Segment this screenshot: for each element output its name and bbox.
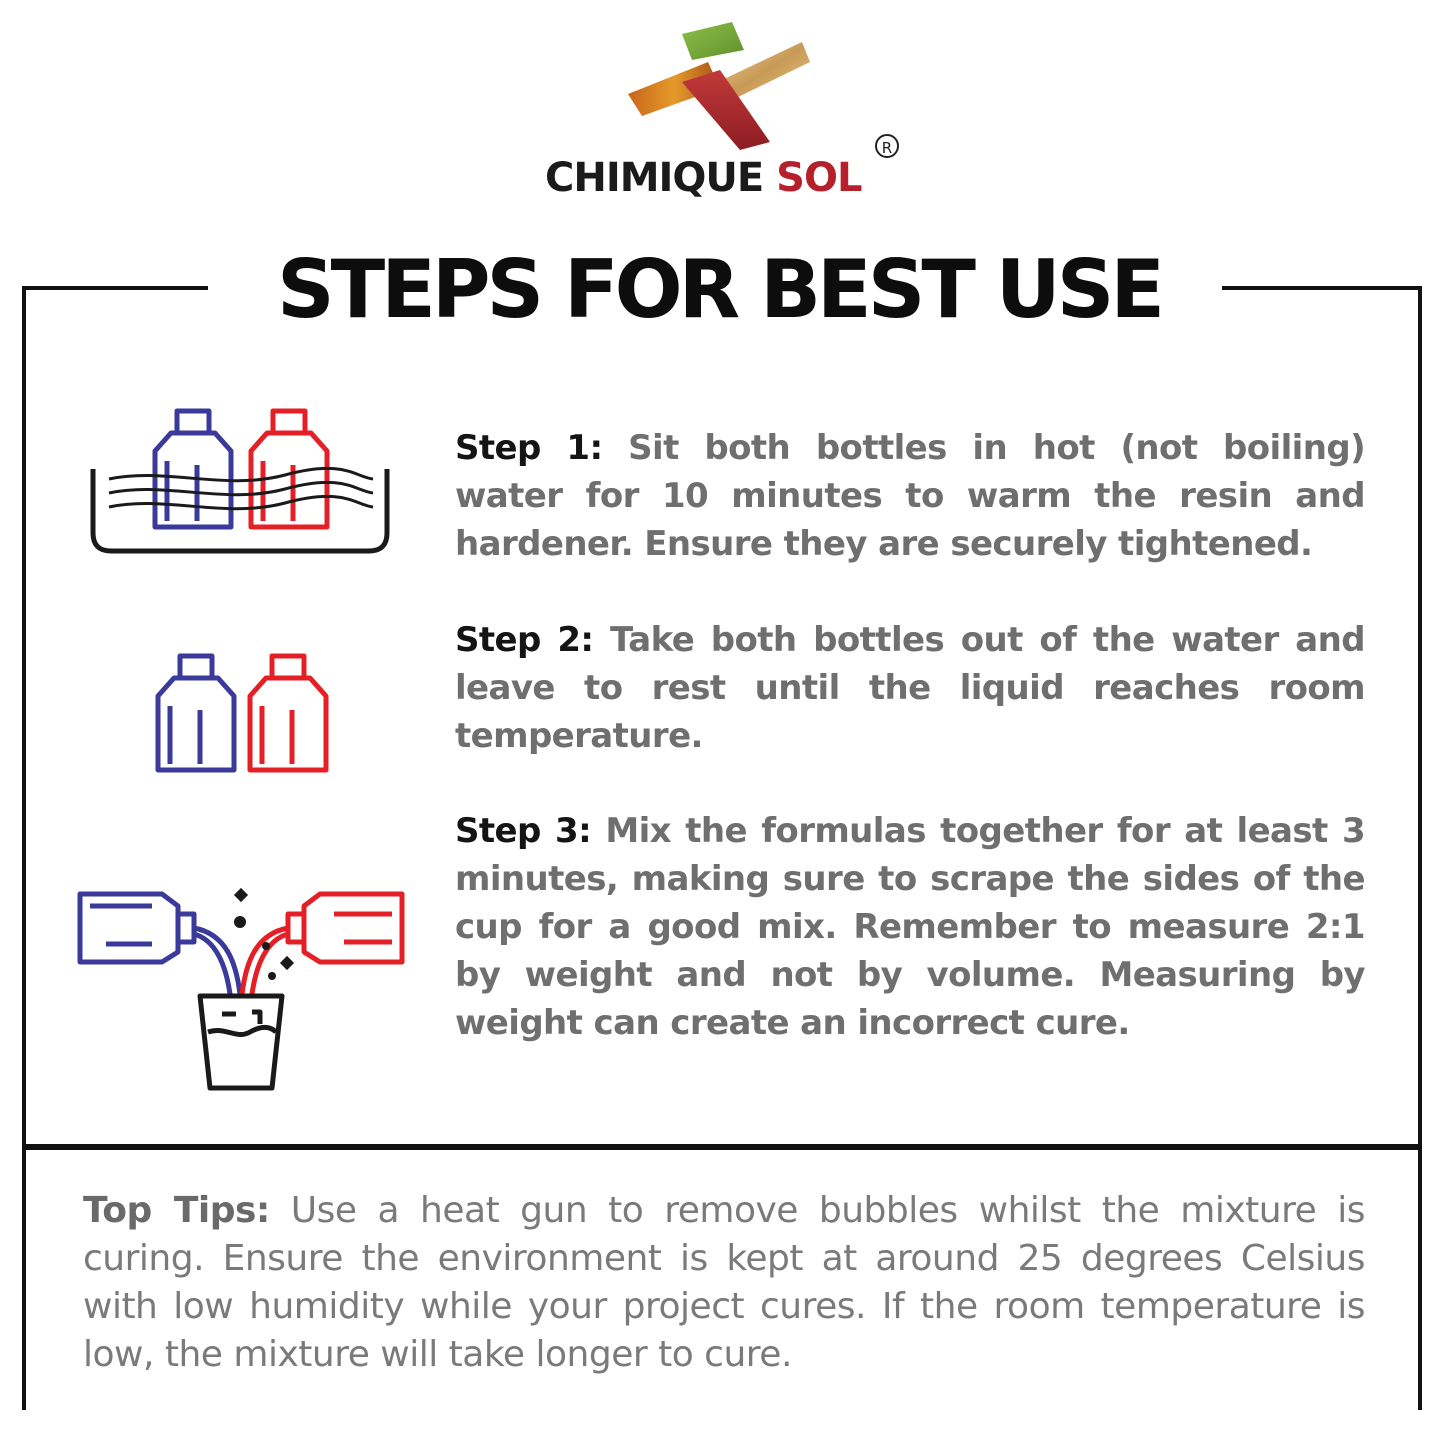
step-3 (455, 807, 1365, 1047)
two-bottles-icon (152, 652, 332, 776)
step-1-label: Step 1: (455, 428, 603, 468)
brand-name-part2: SOL (776, 155, 862, 201)
step-1-text: Sit both bottles in hot (not boiling) water for 10 minutes to warm the resin and hardener. Ensure they are securely tightened. (455, 428, 1366, 564)
brand-logo-icon (622, 22, 812, 152)
step-3-text: Mix the formulas together for at least 3 minutes, making sure to scrape the sides of the cup for a good mix. Remember to measure 2:1 by weight and not by volume. Measuring by weight can create an incorrect cure. (455, 811, 1365, 1043)
frame-left (22, 286, 26, 1410)
step-2 (455, 616, 1365, 760)
section-divider (22, 1144, 1422, 1150)
top-tips-text: Use a heat gun to remove bubbles whilst the mixture is curing. Ensure the environment is kept at around 25 degrees Celsius with low humidity while your project cures. If the room temperature is low, the mixture will take longer to cure. (83, 1190, 1365, 1375)
frame-right (1418, 286, 1422, 1410)
step-2-label: Step 2: (455, 620, 594, 660)
bottles-in-water-icon (85, 405, 395, 557)
top-tips-label: Top Tips: (83, 1190, 270, 1231)
brand-name-part1: CHIMIQUE (545, 155, 764, 201)
brand-name (545, 155, 861, 201)
step-1 (455, 424, 1365, 568)
registered-mark: R (875, 134, 899, 158)
top-tips (83, 1187, 1365, 1379)
step-3-label: Step 3: (455, 811, 592, 851)
pouring-into-cup-icon (76, 882, 408, 1094)
step-2-text: Take both bottles out of the water and leave to rest until the liquid reaches room temperature. (455, 620, 1365, 756)
page-title: STEPS FOR BEST USE (277, 243, 1161, 336)
frame-top-left (22, 286, 208, 290)
frame-top-right (1222, 286, 1422, 290)
